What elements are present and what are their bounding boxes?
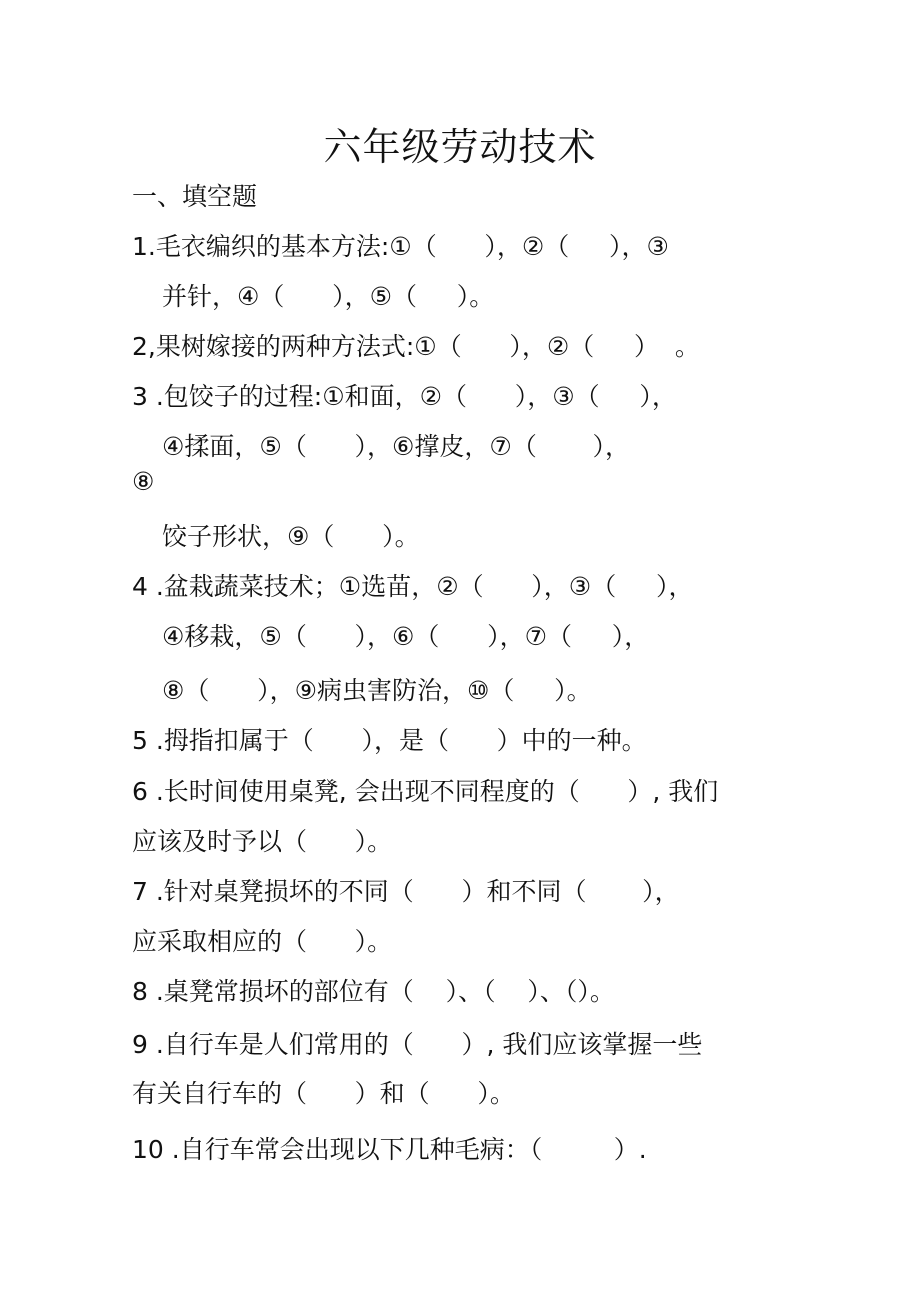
question-line: 7 .针对桌凳损坏的不同（ ）和不同（ ）， [132, 877, 680, 906]
question-line: 4 .盆栽蔬菜技术；①选苗，②（ ），③（ ）， [132, 572, 694, 601]
question-line: 9 .自行车是人们常用的（ ）, 我们应该掌握一些 [132, 1030, 703, 1059]
question-line: ④揉面，⑤（ ），⑥撑皮，⑦（ ）， [162, 432, 630, 461]
question-line: 5 .拇指扣属于（ ），是（ ）中的一种。 [132, 726, 647, 755]
question-line: ⑧ [132, 467, 155, 496]
question-line: 应该及时予以（ ）。 [132, 827, 393, 856]
question-line: 饺子形状，⑨（ ）。 [162, 522, 420, 551]
question-line: 应采取相应的（ ）。 [132, 927, 393, 956]
question-line: ④移栽，⑤（ ），⑥（ ），⑦（ ）， [162, 622, 650, 651]
question-line: 有关自行车的（ ）和（ ）。 [132, 1079, 515, 1108]
question-line: 1.毛衣编织的基本方法:①（ ），②（ ），③ [132, 232, 669, 261]
question-line: ⑧（ ），⑨病虫害防治，⑩（ ）。 [162, 676, 592, 705]
question-line: 2,果树嫁接的两种方法式:①（ ），②（ ） 。 [132, 332, 700, 361]
question-line: 10 .自行车常会出现以下几种毛病：（ ）. [132, 1135, 647, 1164]
question-line: 6 .长时间使用桌凳, 会出现不同程度的（ ）, 我们 [132, 777, 719, 806]
section-heading: 一、填空题 [132, 182, 258, 211]
question-line: 并针，④（ ），⑤（ ）。 [162, 282, 495, 311]
question-line: 3 .包饺子的过程:①和面，②（ ），③（ ）， [132, 382, 677, 411]
question-line: 8 .桌凳常损坏的部位有（ ）、（ ）、（）。 [132, 977, 615, 1006]
page-title: 六年级劳动技术 [323, 125, 597, 169]
